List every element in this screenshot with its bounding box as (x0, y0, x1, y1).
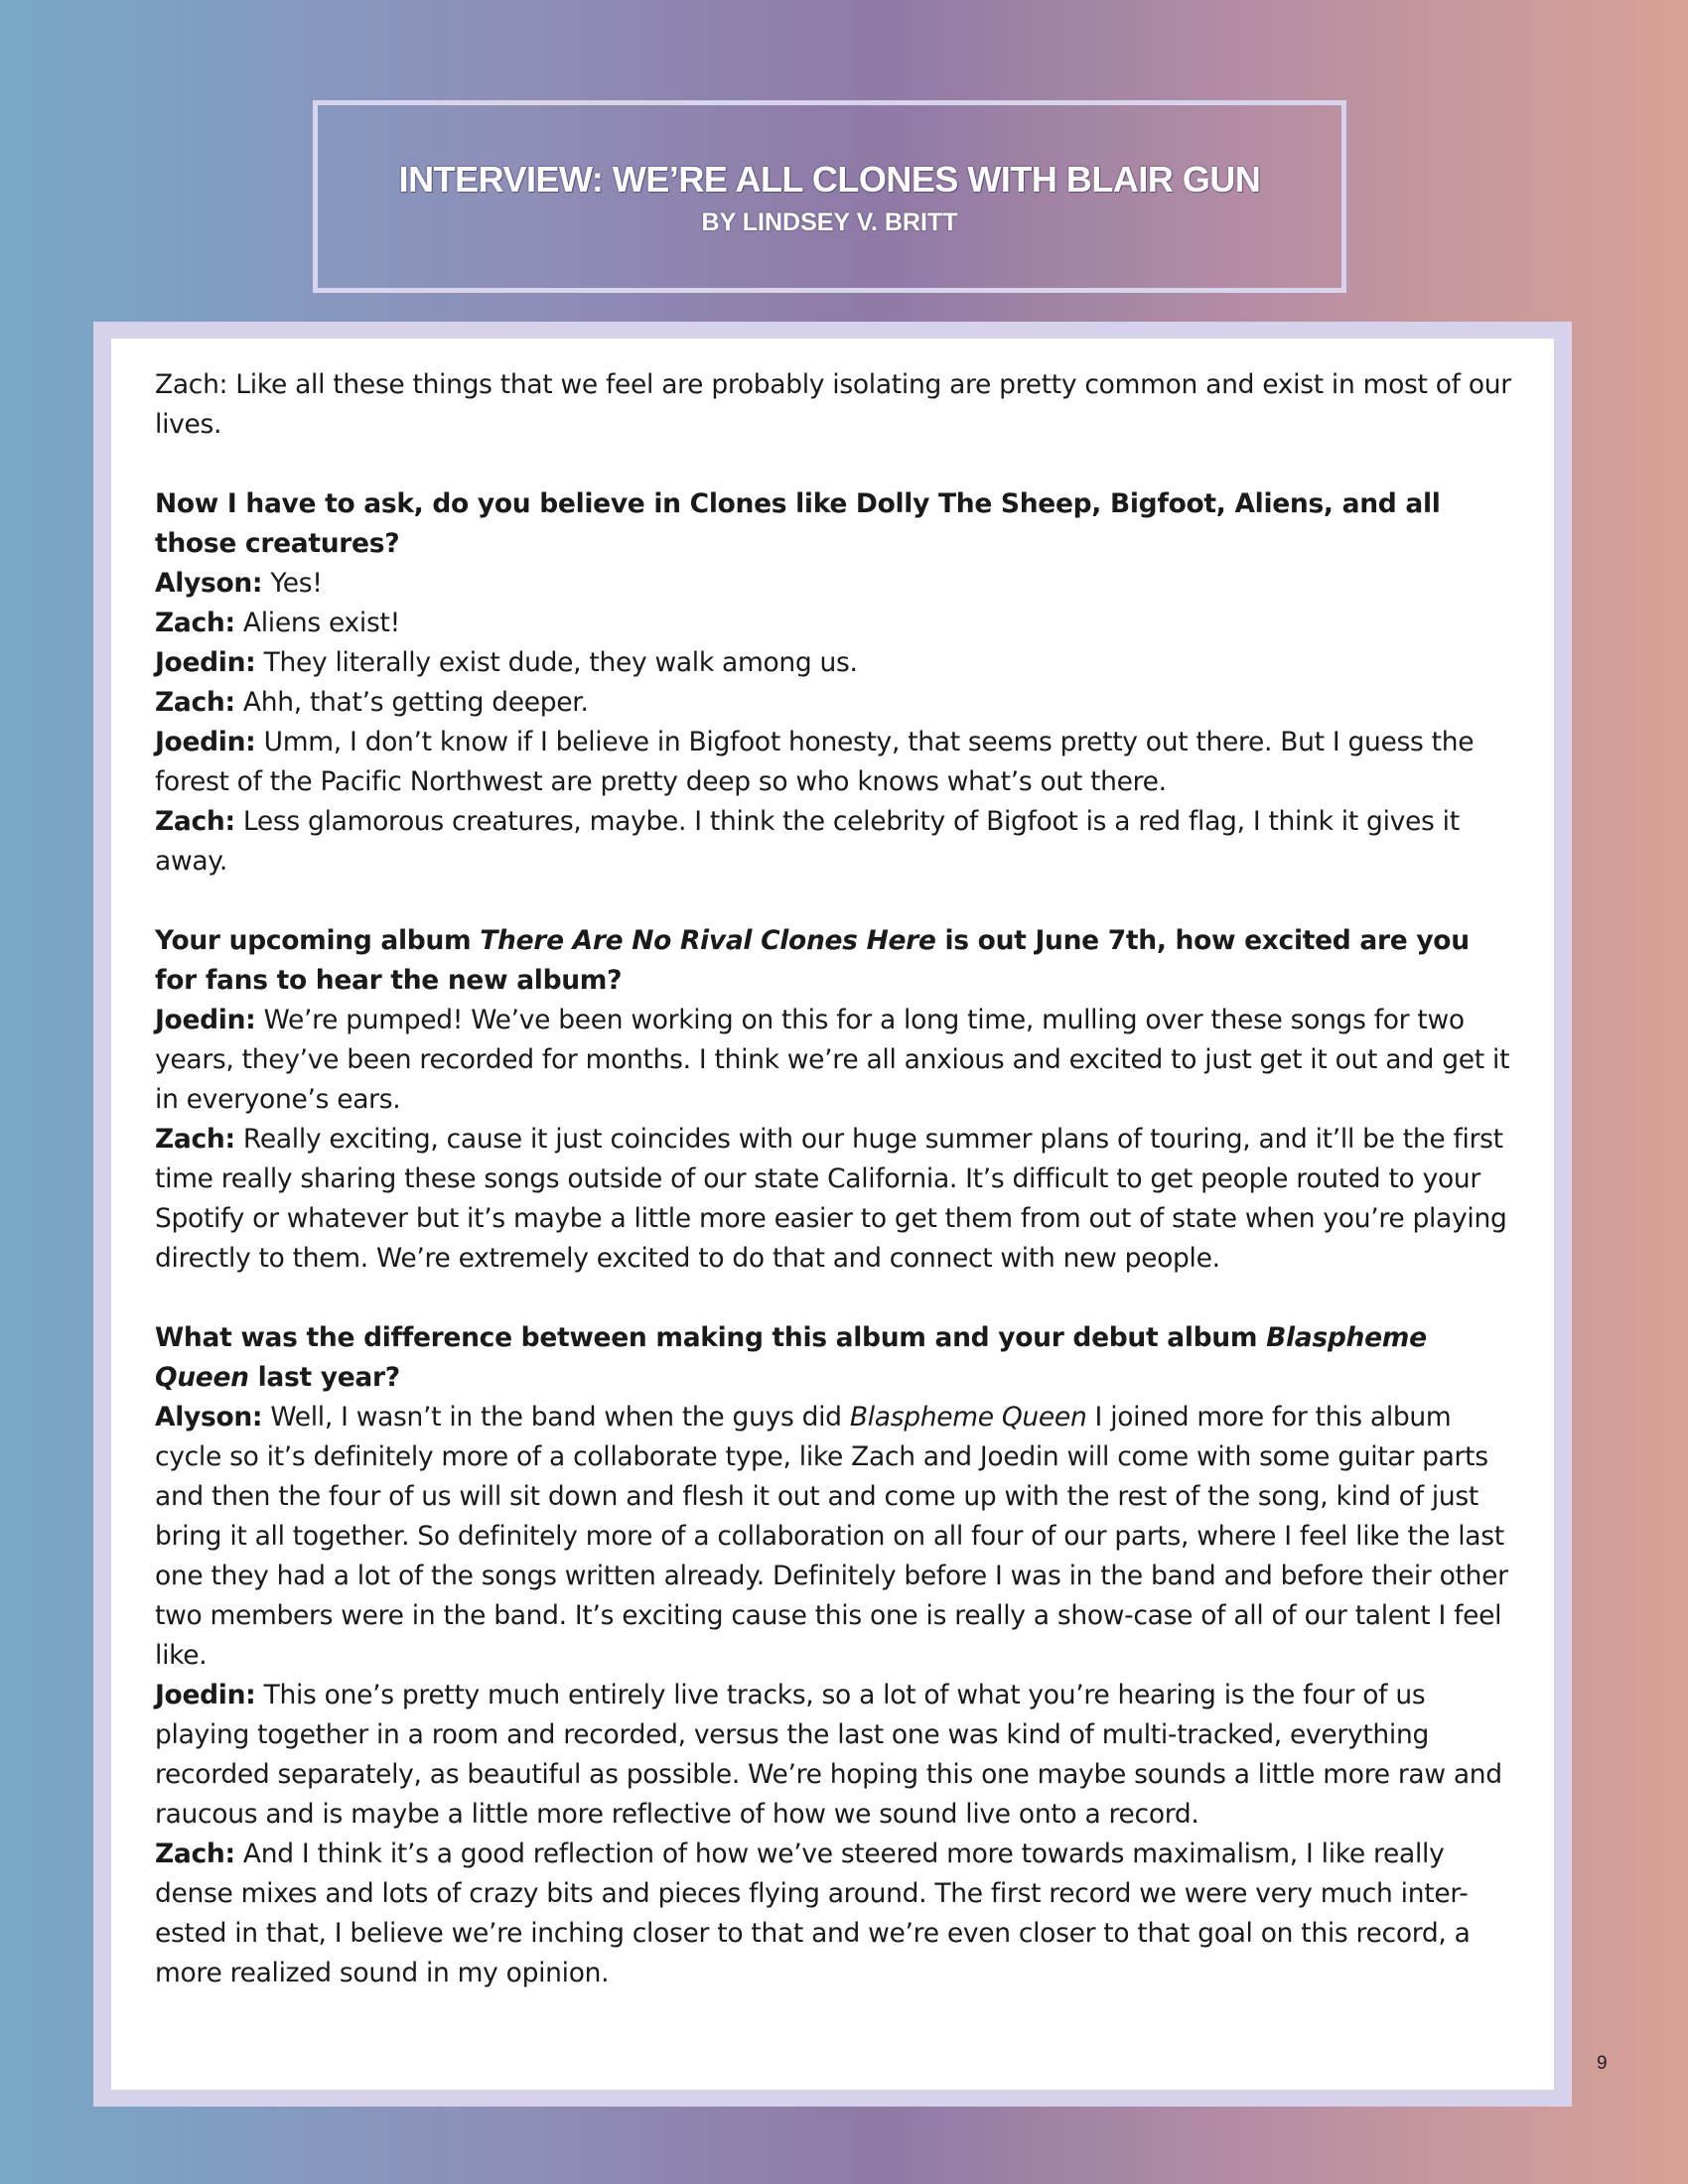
interview-block-3 (155, 921, 1515, 1279)
answer-line: Joedin: This one’s pretty much entirely live tracks, so a lot of what you’re hearing is the four of us playing together in a room and recorded, versus the last one was kind of multi-tracked, everything recorded separately, as beautiful as possible. We’re hoping this one maybe sounds a little more raw and raucous and is maybe a little more reflective of how we sound live onto a record. (155, 1680, 1502, 1830)
speaker-name: Joedin: (155, 647, 256, 678)
interview-block-1 (155, 365, 1515, 445)
album-title: Blaspheme Queen (849, 1402, 1087, 1433)
header-box (313, 100, 1346, 293)
question: Now I have to ask, do you believe in Clones like Dolly The Sheep, Bigfoot, Aliens, and all those creatures? (155, 488, 1441, 559)
article-byline: BY LINDSEY V. BRITT (701, 207, 958, 236)
answer-line: Joedin: They literally exist dude, they walk among us. (155, 647, 858, 678)
answer-line: Alyson: Well, I wasn’t in the band when the guys did Blaspheme Queen I joined more for this album cycle so it’s definitely more of a collaborate type, like Zach and Joedin will come with some guitar parts and then the four of us will sit down and flesh it out and come up with the rest of the song, kind of just bring it all together. So definitely more of a collaboration on all four of our parts, where I feel like the last one they had a lot of the songs written already. Definitely before I was in the band and before their other two members were in the band. It’s exciting cause this one is really a show-case of all of our talent I feel like. (155, 1402, 1508, 1671)
answer-line: Joedin: Umm, I don’t know if I believe in Bigfoot honesty, that seems pretty out there. But I guess the forest of the Pacific Northwest are pretty deep so who knows what’s out there. (155, 727, 1475, 797)
speaker-name: Joedin: (155, 1680, 256, 1710)
question: What was the difference between making this album and your debut album Blaspheme Queen last year? (155, 1322, 1427, 1393)
speaker-name: Zach: (155, 806, 235, 837)
speaker-name: Zach: (155, 1839, 235, 1869)
album-title: There Are No Rival Clones Here (480, 925, 936, 956)
speaker-name: Joedin: (155, 1005, 256, 1035)
album-title: Blaspheme Queen (155, 1322, 1427, 1393)
answer-line: Zach: Less glamorous creatures, maybe. I think the celebrity of Bigfoot is a red flag, I think it gives it away. (155, 806, 1460, 877)
speaker-name: Zach: (155, 608, 235, 638)
speaker-name: Alyson: (155, 1402, 263, 1433)
page-number: 9 (1597, 2053, 1608, 2074)
answer-line: Zach: Ahh, that’s getting deeper. (155, 687, 589, 718)
answer-line: Zach: Aliens exist! (155, 608, 400, 638)
answer-line: Zach: Like all these things that we feel are probably isolating are pretty common and exist in most of our lives. (155, 369, 1511, 440)
interview-body (155, 365, 1515, 2033)
speaker-name: Alyson: (155, 568, 263, 599)
answer-line: Alyson: Yes! (155, 568, 323, 599)
answer-line: Zach: And I think it’s a good reflection of how we’ve steered more towards maximalism, I like really dense mixes and lots of crazy bits and pieces flying around. The first record we were very much inter-ested in that, I believe we’re inching closer to that and we’re even closer to that goal on this record, a more realized sound in my opinion. (155, 1839, 1471, 1988)
question: Your upcoming album There Are No Rival Clones Here is out June 7th, how excited are you for fans to hear the new album? (155, 925, 1470, 996)
interview-block-4 (155, 1318, 1515, 1993)
answer-line: Joedin: We’re pumped! We’ve been working on this for a long time, mulling over these songs for two years, they’ve been recorded for months. I think we’re all anxious and excited to just get it out and get it in everyone’s ears. (155, 1005, 1510, 1115)
interview-block-2 (155, 484, 1515, 882)
answer-line: Zach: Really exciting, cause it just coincides with our huge summer plans of touring, and it’ll be the first time really sharing these songs outside of our state California. It’s difficult to get people routed to your Spotify or whatever but it’s maybe a little more easier to get them from out of state when you’re playing directly to them. We’re extremely excited to do that and connect with new people. (155, 1124, 1507, 1274)
speaker-name: Joedin: (155, 727, 256, 757)
speaker-name: Zach: (155, 1124, 235, 1155)
article-title: INTERVIEW: WE’RE ALL CLONES WITH BLAIR GUN (398, 158, 1261, 200)
speaker-name: Zach: (155, 687, 235, 718)
